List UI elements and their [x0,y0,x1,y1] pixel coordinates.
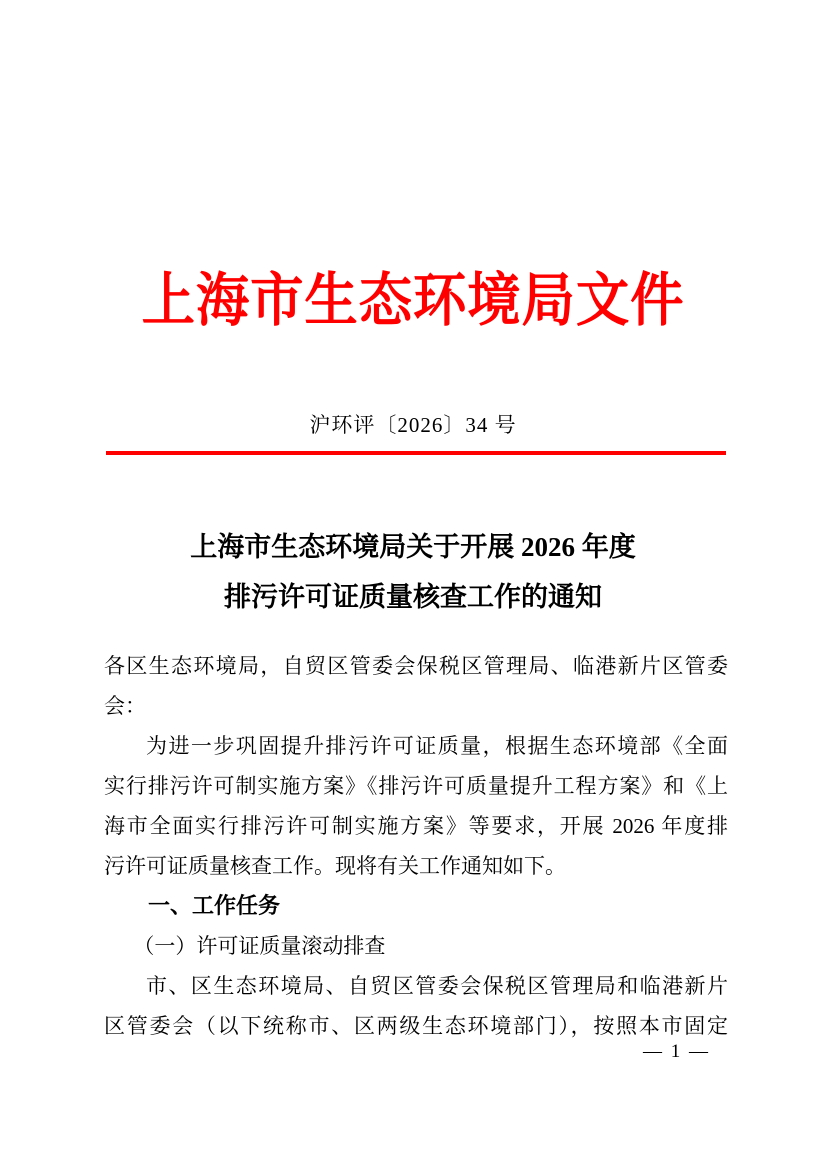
doc-number: 沪环评〔2026〕34 号 [309,413,517,437]
document-title-line2: 排污许可证质量核查工作的通知 [224,582,602,612]
paragraph1-line2: 实行排污许可制实施方案》《排污许可质量提升工程方案》和《上 [104,774,728,798]
section-heading: 一、工作任务 [148,893,281,918]
agency-title: 上海市生态环境局文件 [141,268,685,333]
document-body [104,646,728,1046]
subsection-heading: （一）许可证质量滚动排查 [133,934,386,958]
document-title [0,522,826,622]
salutation-line2: 会： [104,694,146,718]
paragraph2-line2: 区管委会（以下统称市、区两级生态环境部门），按照本市固定 [104,1014,728,1038]
paragraph1-line3: 海市全面实行排污许可制实施方案》等要求，开展 2026 年度排 [104,814,728,838]
paragraph2-line1: 市、区生态环境局、自贸区管委会保税区管理局和临港新片 [146,974,728,998]
paragraph1-line4: 污许可证质量核查工作。现将有关工作通知如下。 [104,854,566,878]
red-divider-line [106,451,726,455]
document-title-line1: 上海市生态环境局关于开展 2026 年度 [190,532,636,562]
salutation-line1: 各区生态环境局，自贸区管委会保税区管理局、临港新片区管委 [104,654,728,678]
paragraph1-line1: 为进一步巩固提升排污许可证质量，根据生态环境部《全面 [146,734,728,758]
page-number: — 1 — [643,1041,710,1062]
